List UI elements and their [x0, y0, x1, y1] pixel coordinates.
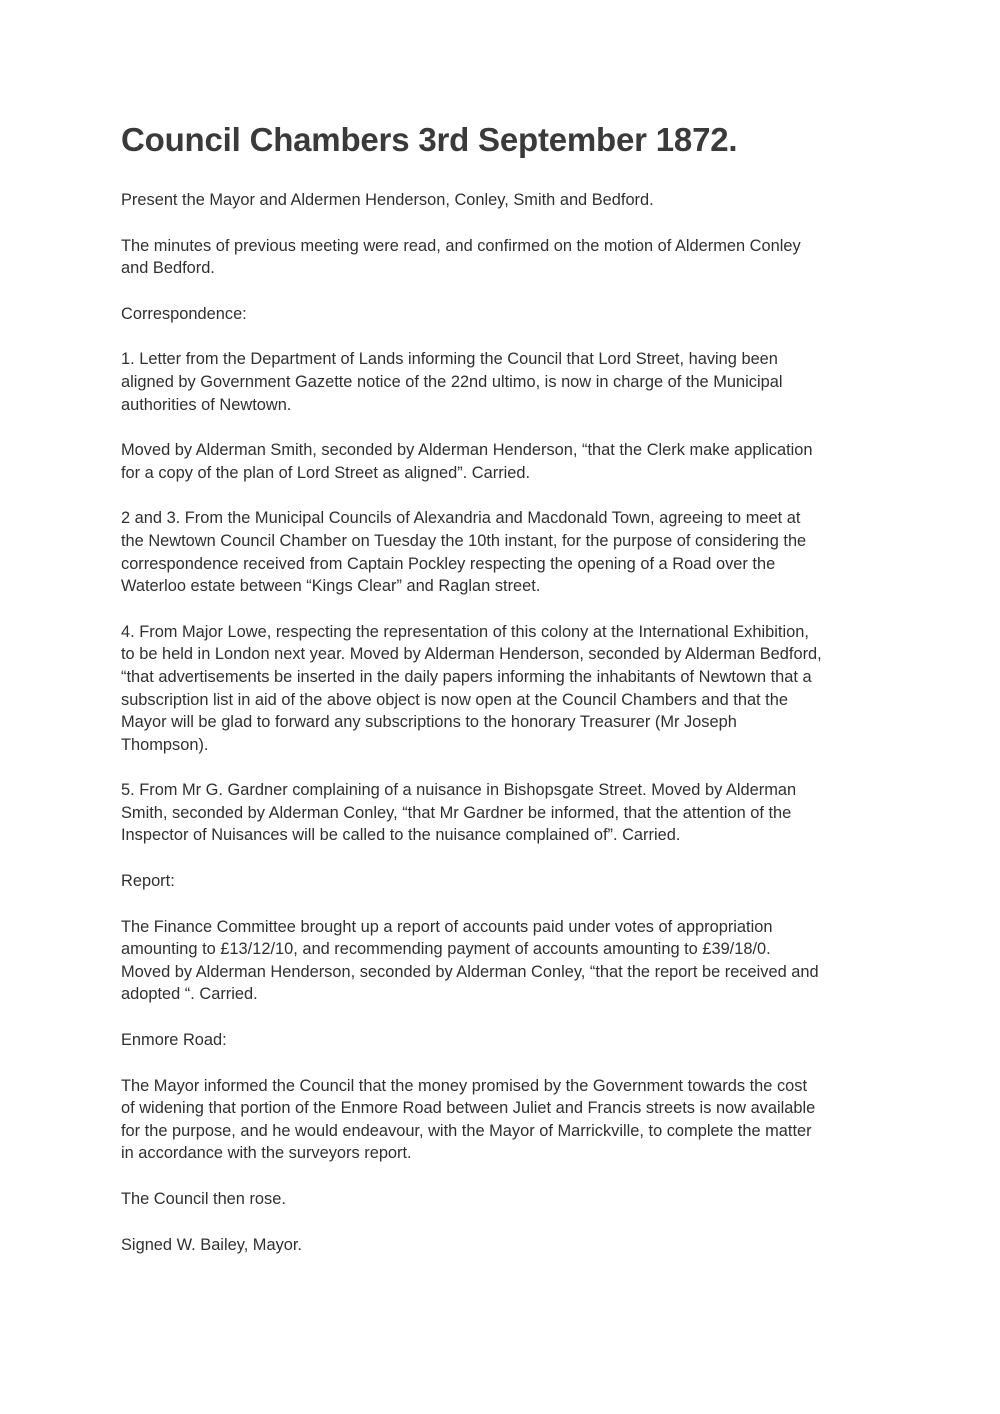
enmore-road-paragraph: The Mayor informed the Council that the money promised by the Government towards the cost of widening that portion of the Enmore Road between Juliet and Francis streets is now available for the purpose, and he would endeavour, with the Mayor of Marrickville, to complete the matter in accordance with the surveyors report. [121, 1076, 816, 1163]
finance-report-paragraph: The Finance Committee brought up a report of accounts paid under votes of appropriation amounting to £13/12/10, and recommending payment of accounts amounting to £39/18/0. Moved by Alderman Henderson, seconded by Alderman Conley, “that the report be received and adopted “. Carried. [121, 917, 819, 1004]
correspondence-item-1: 1. Letter from the Department of Lands informing the Council that Lord Street, having been aligned by Government Gazette notice of the 22nd ultimo, is now in charge of the Municipal authorities of Newtown. [121, 350, 783, 414]
correspondence-item-5: 5. From Mr G. Gardner complaining of a nuisance in Bishopsgate Street. Moved by Alderman Smith, seconded by Alderman Conley, “that Mr Gardner be informed, that the attention of the Inspector of Nuisances will be called to the nuisance complained of”. Carried. [121, 781, 797, 845]
closing-paragraph: The Council then rose. [121, 1190, 286, 1208]
section-heading-report: Report: [121, 872, 175, 891]
document-title: Council Chambers 3rd September 1872. [121, 121, 738, 158]
correspondence-item-2-3: 2 and 3. From the Municipal Councils of Alexandria and Macdonald Town, agreeing to meet at the Newtown Council Chamber on Tuesday the 10th instant, for the purpose of considering the correspondence received from Captain Pockley respecting the opening of a Road over the Waterloo estate between “Kings Clear” and Raglan street. [121, 509, 807, 596]
correspondence-item-4: 4. From Major Lowe, respecting the representation of this colony at the International Exhibition, to be held in London next year. Moved by Alderman Henderson, seconded by Alderman Bedford, “that advertisements be inserted in the daily papers informing the inhabitants of Newtown that a subscription list in aid of the above object is now open at the Council Chambers and that the Mayor will be glad to forward any subscriptions to the honorary Treasurer (Mr Joseph Thompson). [121, 622, 822, 754]
motion-paragraph-1: Moved by Alderman Smith, seconded by Alderman Henderson, “that the Clerk make application for a copy of the plan of Lord Street as aligned”. Carried. [121, 441, 813, 482]
section-heading-correspondence: Correspondence: [121, 304, 247, 323]
document-page [121, 120, 881, 1279]
attendance-paragraph: Present the Mayor and Aldermen Henderson, Conley, Smith and Bedford. [121, 191, 654, 209]
section-heading-enmore-road: Enmore Road: [121, 1031, 227, 1050]
signature-line: Signed W. Bailey, Mayor. [121, 1235, 302, 1254]
minutes-paragraph: The minutes of previous meeting were read, and confirmed on the motion of Aldermen Conley and Bedford. [121, 236, 801, 278]
